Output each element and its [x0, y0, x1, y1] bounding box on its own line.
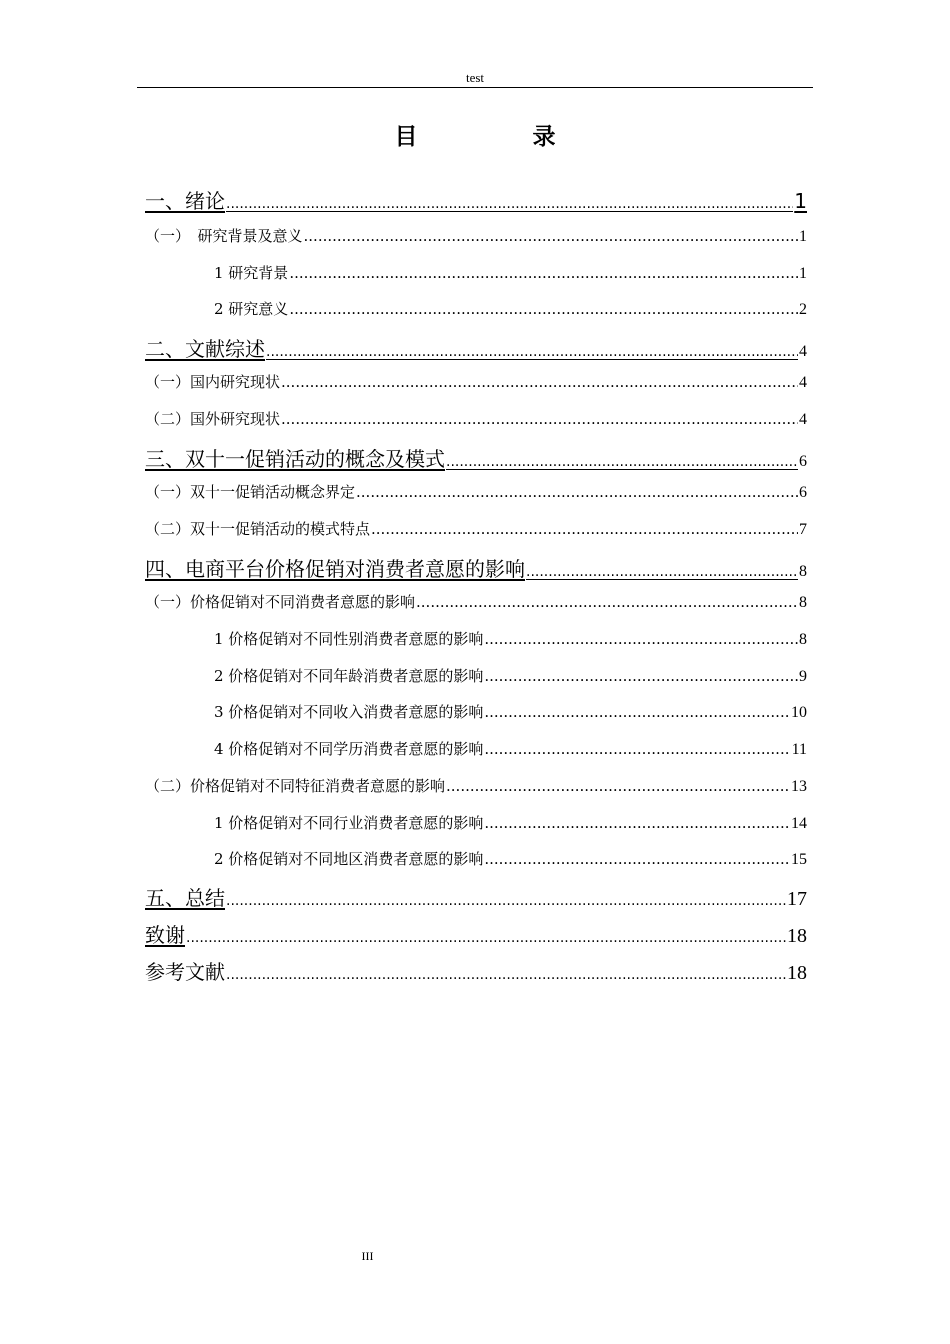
toc-entry-page: 4 [799, 374, 807, 391]
header-rule [137, 87, 813, 88]
toc-entry-label: 2 价格促销对不同地区消费者意愿的影响 [214, 850, 484, 868]
toc-entry-subsection-4-2-1[interactable] [214, 812, 807, 833]
toc-entry-label: （二）国外研究现状 [145, 410, 281, 428]
toc-entry-label: 致谢 [145, 923, 185, 947]
toc-leader-dots [446, 777, 790, 795]
toc-entry-label: 二、文献综述 [145, 337, 265, 361]
toc-entry-label: 1 研究背景 [214, 264, 289, 282]
toc-entry-page: 1 [799, 228, 807, 245]
toc-entry-section-1-1[interactable] [145, 225, 807, 246]
toc-leader-dots [226, 967, 786, 983]
toc-entry-label: 四、电商平台价格促销对消费者意愿的影响 [145, 557, 525, 581]
toc-leader-dots [281, 373, 798, 391]
toc-entry-label: （一）国内研究现状 [145, 373, 281, 391]
toc-entry-subsection-4-2-2[interactable] [214, 848, 807, 869]
toc-entry-label: 五、总结 [145, 886, 225, 910]
toc-entry-references[interactable] [145, 956, 807, 985]
toc-entry-page: 17 [787, 888, 807, 910]
toc-leader-dots [484, 667, 798, 685]
toc-entry-page: 8 [799, 594, 807, 611]
toc-leader-dots [304, 227, 798, 245]
toc-entry-page: 2 [799, 301, 807, 318]
toc-entry-acknowledgements[interactable] [145, 919, 807, 948]
toc-entry-page: 8 [799, 563, 807, 580]
toc-entry-label: 4 价格促销对不同学历消费者意愿的影响 [214, 740, 484, 758]
toc-entry-subsection-4-1-2[interactable] [214, 665, 807, 686]
toc-leader-dots [484, 630, 798, 648]
toc-leader-dots [416, 593, 798, 611]
toc-leader-dots [266, 344, 798, 360]
toc-entry-section-4-1[interactable] [145, 591, 807, 612]
toc-entry-page: 15 [791, 851, 807, 868]
toc-entry-subsection-1-1-2[interactable] [214, 298, 807, 319]
toc-entry-section-2-1[interactable] [145, 371, 807, 392]
toc-leader-dots [484, 740, 790, 758]
header-text: test [465, 70, 485, 85]
toc-entry-page: 1 [794, 189, 807, 213]
toc-leader-dots [446, 454, 798, 470]
toc-entry-section-2-2[interactable] [145, 408, 807, 429]
toc-entry-subsection-4-1-3[interactable] [214, 701, 807, 722]
toc-entry-subsection-4-1-1[interactable] [214, 628, 807, 649]
toc-entry-label: 2 价格促销对不同年龄消费者意愿的影响 [214, 667, 484, 685]
toc-entry-chapter-2[interactable] [145, 333, 807, 362]
toc-leader-dots [484, 703, 790, 721]
toc-entry-section-4-2[interactable] [145, 775, 807, 796]
toc-entry-label: （二）价格促销对不同特征消费者意愿的影响 [145, 777, 446, 795]
toc-entry-chapter-4[interactable] [145, 553, 807, 582]
toc-leader-dots [484, 850, 790, 868]
toc-entry-section-3-1[interactable] [145, 481, 807, 502]
toc-entry-page: 10 [791, 704, 807, 721]
toc-entry-label: 三、双十一促销活动的概念及模式 [145, 447, 445, 471]
toc-entry-label: 参考文献 [145, 960, 225, 984]
toc-entry-label: 1 价格促销对不同性别消费者意愿的影响 [214, 630, 484, 648]
toc-entry-label: 2 研究意义 [214, 300, 289, 318]
toc-entry-page: 9 [799, 668, 807, 685]
toc-leader-dots [484, 814, 790, 832]
toc-entry-chapter-1[interactable] [145, 185, 807, 214]
toc-entry-chapter-5[interactable] [145, 882, 807, 911]
toc-entry-page: 11 [791, 741, 807, 758]
toc-entry-page: 8 [799, 631, 807, 648]
toc-entry-label: （一） 研究背景及意义 [145, 227, 303, 245]
toc-entry-page: 4 [799, 343, 807, 360]
toc-entry-label: 3 价格促销对不同收入消费者意愿的影响 [214, 703, 484, 721]
toc-leader-dots [281, 410, 798, 428]
toc-entry-page: 6 [799, 453, 807, 470]
toc-leader-dots [186, 930, 786, 946]
toc-entry-page: 6 [799, 484, 807, 501]
toc-leader-dots [526, 564, 798, 580]
toc-leader-dots [356, 483, 798, 501]
toc-entry-page: 18 [787, 925, 807, 947]
toc-entry-label: （一）双十一促销活动概念界定 [145, 483, 356, 501]
toc-title: 目 录 [394, 124, 602, 150]
toc-entry-label: 一、绪论 [145, 189, 225, 213]
page-footer-number: III [361, 1249, 374, 1263]
toc-leader-dots [226, 196, 793, 212]
toc-leader-dots [289, 300, 798, 318]
toc-entry-label: （二）双十一促销活动的模式特点 [145, 520, 371, 538]
toc-entry-subsection-4-1-4[interactable] [214, 738, 807, 759]
toc-entry-page: 18 [787, 962, 807, 984]
toc-entry-page: 4 [799, 411, 807, 428]
toc-entry-page: 14 [791, 815, 807, 832]
toc-leader-dots [289, 264, 798, 282]
toc-entry-chapter-3[interactable] [145, 443, 807, 472]
toc-entry-page: 7 [799, 521, 807, 538]
toc-entry-label: （一）价格促销对不同消费者意愿的影响 [145, 593, 416, 611]
toc-leader-dots [371, 520, 798, 538]
toc-leader-dots [226, 893, 786, 909]
toc-entry-subsection-1-1-1[interactable] [214, 262, 807, 283]
toc-entry-label: 1 价格促销对不同行业消费者意愿的影响 [214, 814, 484, 832]
toc-entry-page: 13 [791, 778, 807, 795]
toc-entry-section-3-2[interactable] [145, 518, 807, 539]
toc-entry-page: 1 [799, 265, 807, 282]
